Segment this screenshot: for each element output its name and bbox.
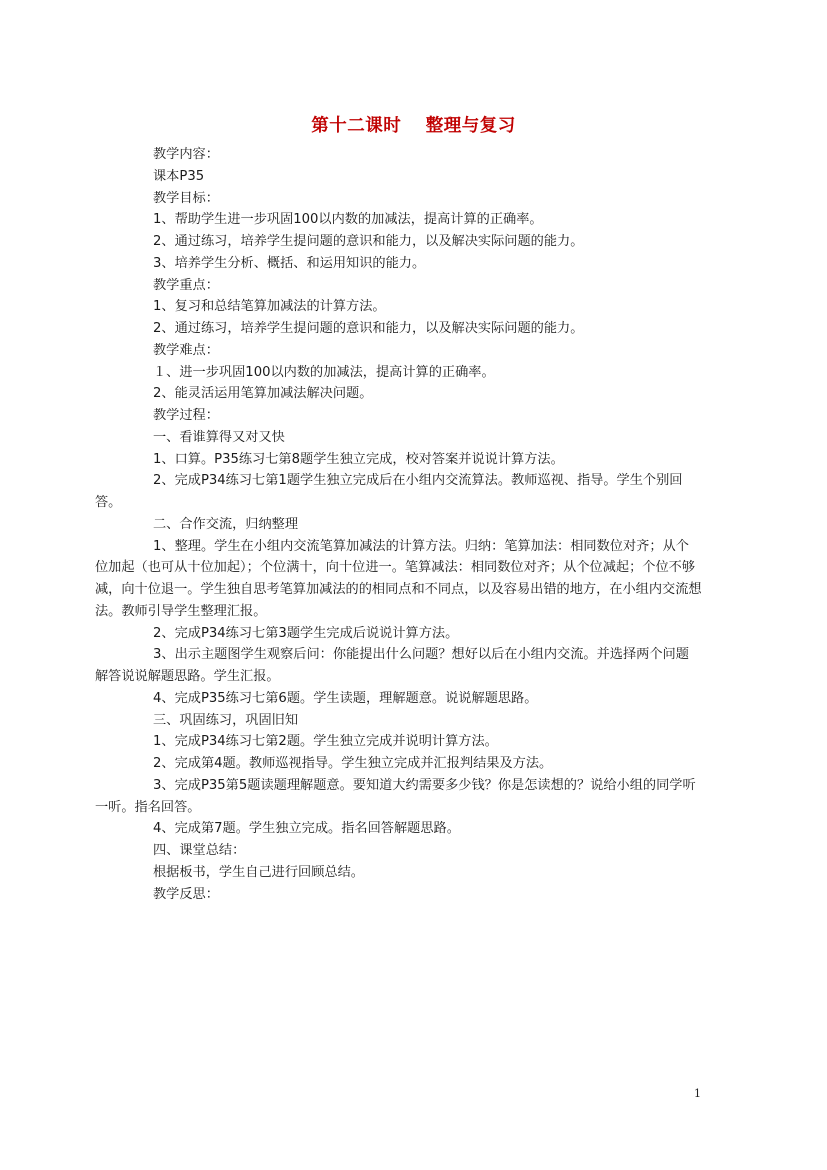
difficulty-item: １、进一步巩固100以内数的加减法，提高计算的正确率。 bbox=[153, 364, 495, 380]
process-step-heading: 二、合作交流，归纳整理 bbox=[153, 516, 299, 532]
lesson-title: 第十二课时 整理与复习 bbox=[311, 116, 516, 136]
section-heading-difficulties: 教学难点： bbox=[153, 342, 219, 358]
difficulty-item: 2、能灵活运用笔算加减法解决问题。 bbox=[153, 386, 373, 402]
process-item: 3、出示主题图学生观察后问：你能提出什么问题？想好以后在小组内交流。并选择两个问题解答说说解题思路。学生汇报。 bbox=[95, 647, 689, 684]
page-number: 1 bbox=[694, 1087, 701, 1100]
content-text: 课本P35 bbox=[153, 168, 205, 184]
goal-item: 3、培养学生分析、概括、和运用知识的能力。 bbox=[153, 255, 426, 271]
goal-item: 1、帮助学生进一步巩固100以内数的加减法，提高计算的正确率。 bbox=[153, 212, 543, 228]
section-heading-goals: 教学目标： bbox=[153, 190, 219, 206]
process-item: 4、完成P35练习七第6题。学生读题，理解题意。说说解题思路。 bbox=[153, 690, 538, 706]
process-step-heading: 三、巩固练习，巩固旧知 bbox=[153, 712, 299, 728]
process-item: 2、完成P34练习七第3题学生完成后说说计算方法。 bbox=[153, 625, 459, 641]
process-item: 4、完成第7题。学生独立完成。指名回答解题思路。 bbox=[153, 821, 460, 837]
section-heading-content: 教学内容： bbox=[153, 147, 219, 162]
section-heading-reflection: 教学反思： bbox=[153, 886, 219, 902]
process-item: 2、完成第4题。教师巡视指导。学生独立完成并汇报判结果及方法。 bbox=[153, 756, 553, 771]
process-step-heading: 一、看谁算得又对又快 bbox=[153, 429, 285, 445]
lesson-body bbox=[95, 144, 702, 905]
process-item: 1、完成P34练习七第2题。学生独立完成并说明计算方法。 bbox=[153, 734, 498, 750]
key-point-item: 2、通过练习，培养学生提问题的意识和能力，以及解决实际问题的能力。 bbox=[153, 321, 584, 336]
process-item: 3、完成P35第5题读题理解题意。要知道大约需要多少钱？你是怎读想的？说给小组的同学听一听。指名回答。 bbox=[95, 777, 696, 815]
goal-item: 2、通过练习，培养学生提问题的意识和能力，以及解决实际问题的能力。 bbox=[153, 234, 584, 249]
key-point-item: 1、复习和总结笔算加减法的计算方法。 bbox=[153, 299, 386, 315]
process-item: 2、完成P34练习七第1题学生独立完成后在小组内交流算法。教师巡视、指导。学生个别回答。 bbox=[95, 473, 683, 510]
summary-text: 根据板书，学生自己进行回顾总结。 bbox=[153, 864, 364, 880]
process-item: 1、整理。学生在小组内交流笔算加减法的计算方法。归纳：笔算加法：相同数位对齐；从个位加起（也可从十位加起）；个位满十，向十位进一。笔算减法：相同数位对齐；从个位减起；个位不够减，向十位退一。学生独自思考笔算加减法的的相同点和不同点，以及容易出错的地方，在小组内交流想法。教师引导学生整理汇报。 bbox=[95, 538, 702, 619]
process-item: 1、口算。P35练习七第8题学生独立完成，校对答案并说说计算方法。 bbox=[153, 451, 564, 467]
process-step-heading: 四、课堂总结： bbox=[153, 843, 246, 858]
section-heading-key-points: 教学重点： bbox=[153, 277, 219, 293]
section-heading-process: 教学过程： bbox=[153, 408, 219, 423]
